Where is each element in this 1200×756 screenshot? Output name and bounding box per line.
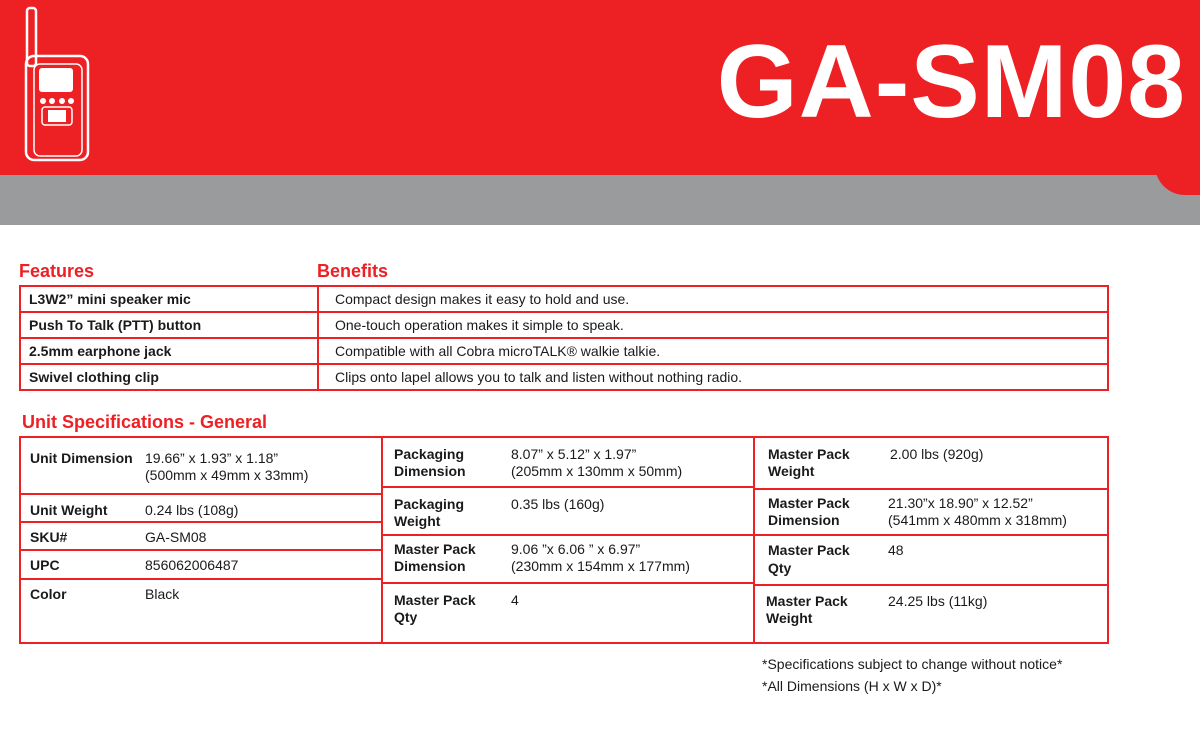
table-row <box>20 364 1108 390</box>
table-row <box>383 536 755 584</box>
feature-cell: Push To Talk (PTT) button <box>20 312 318 338</box>
feature-cell: Swivel clothing clip <box>20 364 318 390</box>
feature-cell: L3W2” mini speaker mic <box>20 286 318 312</box>
benefits-heading: Benefits <box>317 261 389 281</box>
spec-label: Unit Weight <box>30 502 108 518</box>
table-row <box>383 488 755 536</box>
spec-label-line2: Dimension <box>768 512 840 528</box>
table-row <box>21 551 381 580</box>
spec-label: UPC <box>30 557 60 573</box>
table-row <box>21 580 381 642</box>
spec-label-line2: Weight <box>394 513 441 529</box>
spec-note-1: *Specifications subject to change without notice* <box>762 656 1063 672</box>
model-title: GA-SM08 <box>716 24 1186 140</box>
features-table <box>19 285 1109 391</box>
table-row <box>20 338 1108 364</box>
spec-value-metric: (541mm x 480mm x 318mm) <box>888 512 1067 528</box>
spec-value-metric: (205mm x 130mm x 50mm) <box>511 463 683 479</box>
spec-note-2: *All Dimensions (H x W x D)* <box>762 678 942 694</box>
spec-label-line2: Qty <box>768 560 792 576</box>
spec-value: 4 <box>511 592 519 608</box>
spec-value: 0.35 lbs (160g) <box>511 496 605 512</box>
spec-value: 2.00 lbs (920g) <box>890 446 984 462</box>
table-row <box>383 584 755 642</box>
spec-label-line2: Dimension <box>394 463 466 479</box>
benefit-cell: One-touch operation makes it simple to speak. <box>318 312 1108 338</box>
specs-column-1 <box>21 438 381 642</box>
spec-value: GA-SM08 <box>145 529 207 545</box>
spec-label: Master Pack <box>766 593 848 609</box>
spec-value: 9.06 ”x 6.06 ” x 6.97” <box>511 541 641 557</box>
table-row <box>755 536 1109 586</box>
spec-label: Master Pack <box>768 542 850 558</box>
table-row <box>20 286 1108 312</box>
benefit-cell: Compatible with all Cobra microTALK® walkie talkie. <box>318 338 1108 364</box>
benefit-cell: Clips onto lapel allows you to talk and listen without nothing radio. <box>318 364 1108 390</box>
table-row <box>20 312 1108 338</box>
table-row <box>21 495 381 523</box>
spec-value: Black <box>145 586 180 602</box>
spec-label: Master Pack <box>394 592 476 608</box>
spec-label: Unit Dimension <box>30 450 133 466</box>
walkie-talkie-icon <box>22 6 92 162</box>
spec-value: 856062006487 <box>145 557 239 573</box>
spec-value: 19.66” x 1.93” x 1.18” <box>145 450 279 466</box>
table-row <box>21 438 381 495</box>
spec-value-metric: (230mm x 154mm x 177mm) <box>511 558 690 574</box>
table-row <box>755 586 1109 642</box>
spec-label: Master Pack <box>394 541 476 557</box>
spec-label-line2: Weight <box>768 463 815 479</box>
specs-table <box>19 436 1109 644</box>
spec-value-metric: (500mm x 49mm x 33mm) <box>145 467 309 483</box>
specs-heading: Unit Specifications - General <box>22 412 268 432</box>
table-row <box>755 490 1109 536</box>
header-gray-band <box>0 175 1200 225</box>
features-heading: Features <box>19 261 95 281</box>
table-row <box>755 438 1109 490</box>
spec-label-line2: Qty <box>394 609 418 625</box>
specs-column-2 <box>381 438 755 642</box>
spec-value: 21.30”x 18.90” x 12.52” <box>888 495 1033 511</box>
spec-label-line2: Weight <box>766 610 813 626</box>
spec-value: 8.07” x 5.12” x 1.97” <box>511 446 637 462</box>
spec-label: Packaging <box>394 496 465 512</box>
spec-value: 24.25 lbs (11kg) <box>888 593 988 609</box>
table-row <box>21 523 381 551</box>
specs-column-3 <box>753 438 1109 642</box>
spec-value: 48 <box>888 542 904 558</box>
spec-label: Color <box>30 586 67 602</box>
spec-label-line2: Dimension <box>394 558 466 574</box>
spec-label: Master Pack <box>768 446 850 462</box>
spec-label: SKU# <box>30 529 68 545</box>
table-row <box>383 438 755 488</box>
spec-label: Packaging <box>394 446 465 462</box>
spec-value: 0.24 lbs (108g) <box>145 502 239 518</box>
spec-label: Master Pack <box>768 495 850 511</box>
feature-cell: 2.5mm earphone jack <box>20 338 318 364</box>
benefit-cell: Compact design makes it easy to hold and use. <box>318 286 1108 312</box>
